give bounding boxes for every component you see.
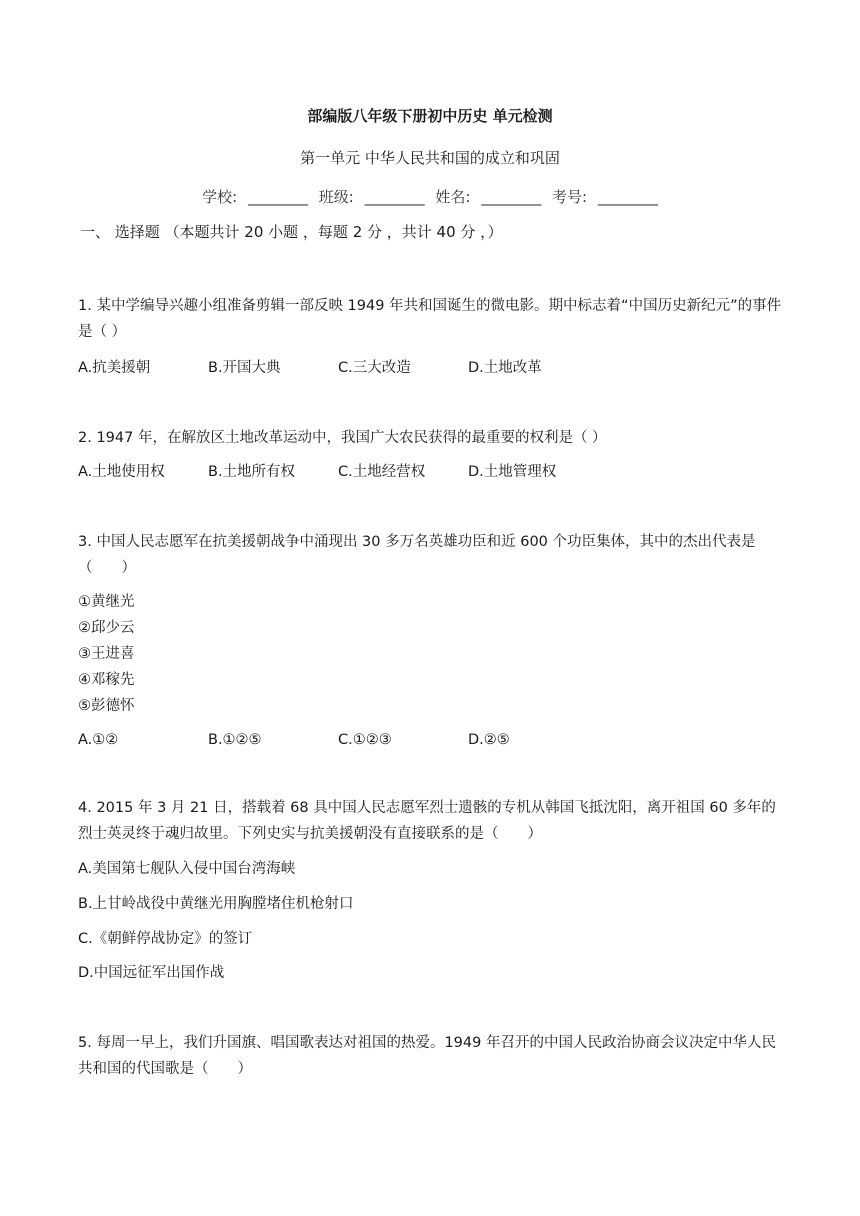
section-heading: 一、 选择题 （本题共计 20 小题 ，每题 2 分 ，共计 40 分 ，） <box>80 223 503 241</box>
question-3-item: ②邱少云 <box>78 620 135 636</box>
school-blank: ________ <box>247 188 308 206</box>
question-1-stem: 1. 某中学编导兴趣小组准备剪辑一部反映 1949 年共和国诞生的微电影。期中标志着“中国历史新纪元”的事件是（ ） <box>78 298 782 340</box>
page-title: 部编版八年级下册初中历史 单元检测 <box>307 107 553 125</box>
name-blank: ________ <box>481 188 542 206</box>
unit-subtitle: 第一单元 中华人民共和国的成立和巩固 <box>300 149 560 167</box>
option-d: D.土地改革 <box>468 360 542 376</box>
option-c: C.土地经营权 <box>338 464 426 480</box>
question-3-options <box>78 730 598 750</box>
student-info-line <box>0 187 860 207</box>
option-a: A.美国第七舰队入侵中国台湾海峡 <box>78 861 296 877</box>
name-label: 姓名: <box>435 188 471 206</box>
question-2-stem: 2. 1947 年，在解放区土地改革运动中，我国广大农民获得的最重要的权利是（ ） <box>78 430 607 446</box>
question-5-stem: 5. 每周一早上，我们升国旗、唱国歌表达对祖国的热爱。1949 年召开的中国人民政治协商会议决定中华人民共和国的代国歌是（ ） <box>78 1035 776 1077</box>
class-blank: ________ <box>364 188 425 206</box>
option-a: A.抗美援朝 <box>78 360 151 376</box>
option-b: B.土地所有权 <box>208 464 296 480</box>
option-a: A.土地使用权 <box>78 464 165 480</box>
option-b: B.开国大典 <box>208 360 281 376</box>
id-label: 考号: <box>552 188 588 206</box>
option-a: A.①② <box>78 732 119 748</box>
option-c: C.三大改造 <box>338 360 411 376</box>
question-3-item: ④邓稼先 <box>78 672 135 688</box>
question-3-item: ③王进喜 <box>78 646 135 662</box>
option-c: C.《朝鲜停战协定》的签订 <box>78 931 253 947</box>
question-3-stem: 3. 中国人民志愿军在抗美援朝战争中涌现出 30 多万名英雄功臣和近 600 个功臣集体，其中的杰出代表是（ ） <box>78 534 756 576</box>
question-3-item: ①黄继光 <box>78 594 135 610</box>
option-d: D.中国远征军出国作战 <box>78 965 225 981</box>
question-2-options <box>78 462 598 482</box>
id-blank: ________ <box>597 188 658 206</box>
option-d: D.②⑤ <box>468 732 510 748</box>
option-b: B.上甘岭战役中黄继光用胸膛堵住机枪射口 <box>78 896 354 912</box>
option-d: D.土地管理权 <box>468 464 557 480</box>
question-4-stem: 4. 2015 年 3 月 21 日，搭载着 68 具中国人民志愿军烈士遗骸的专机从韩国飞抵沈阳，离开祖国 60 多年的烈士英灵终于魂归故里。下列史实与抗美援朝没有直接联系的是（ ） <box>78 800 776 842</box>
option-b: B.①②⑤ <box>208 732 262 748</box>
school-label: 学校: <box>202 188 238 206</box>
question-1-options <box>78 358 598 378</box>
option-c: C.①②③ <box>338 732 392 748</box>
question-3-item: ⑤彭德怀 <box>78 698 135 714</box>
class-label: 班级: <box>318 188 354 206</box>
